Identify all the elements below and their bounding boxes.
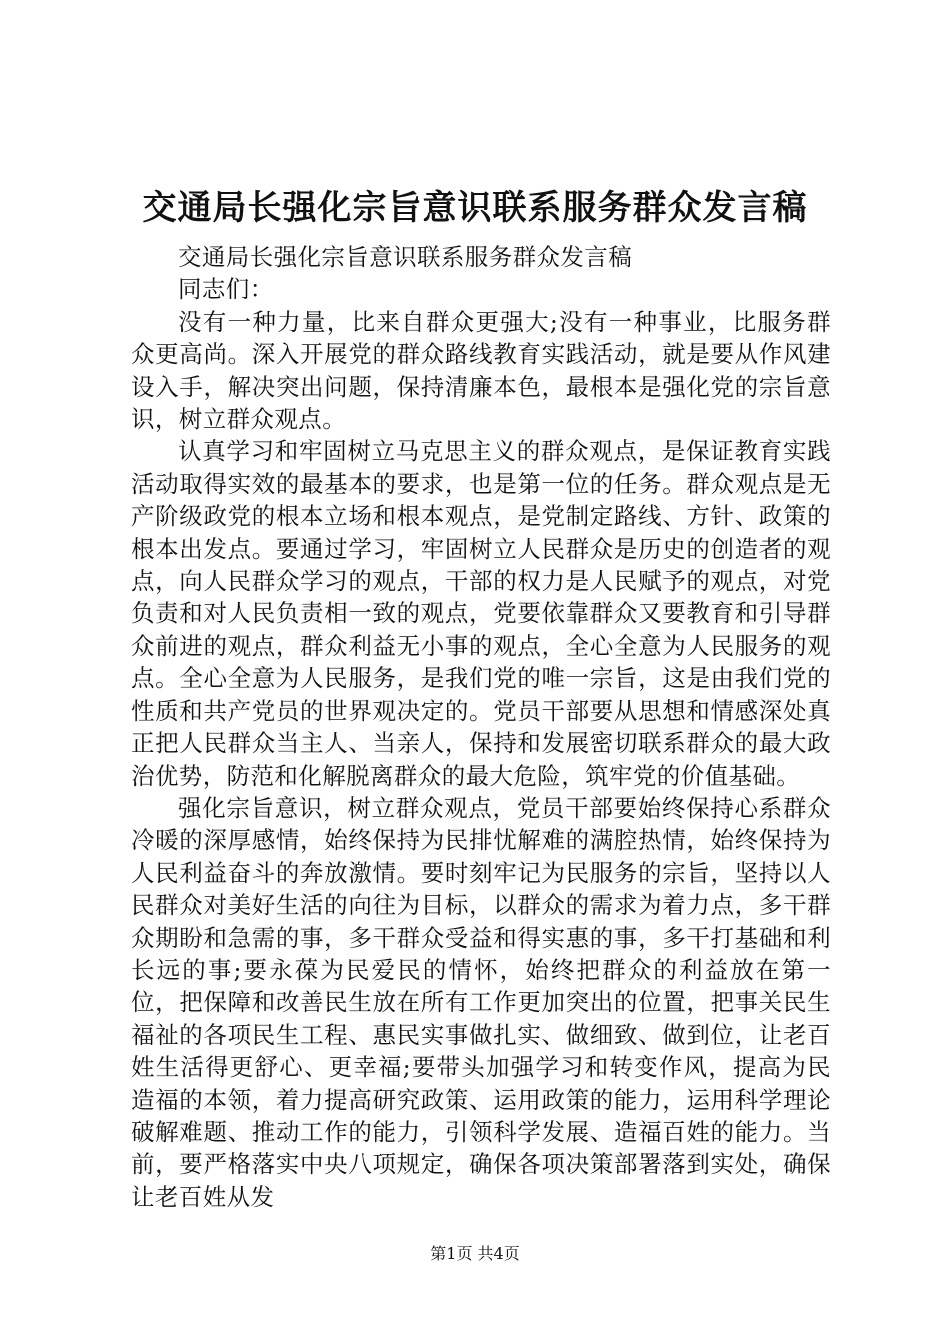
salutation: 同志们： bbox=[178, 275, 274, 304]
document-title: 交通局长强化宗旨意识联系服务群众发言稿 bbox=[142, 188, 808, 228]
paragraph-2: 认真学习和牢固树立马克思主义的群众观点，是保证教育实践活动取得实效的最基本的要求，也是第一位的任务。群众观点是无产阶级政党的根本立场和根本观点，是党制定路线、方针、政策的根本出发点。要通过学习，牢固树立人民群众是历史的创造者的观点，向人民群众学习的观点，干部的权力是人民赋予的观点，对党负责和对人民负责相一致的观点，党要依靠群众又要教育和引导群众前进的观点，群众利益无小事的观点，全心全意为人民服务的观点。全心全意为人民服务，是我们党的唯一宗旨，这是由我们党的性质和共产党员的世界观决定的。党员干部要从思想和情感深处真正把人民群众当主人、当亲人，保持和发展密切联系群众的最大政治优势，防范和化解脱离群众的最大危险，筑牢党的价值基础。 bbox=[131, 437, 831, 790]
paragraph-1: 没有一种力量，比来自群众更强大;没有一种事业，比服务群众更高尚。深入开展党的群众路线教育实践活动，就是要从作风建设入手，解决突出问题，保持清廉本色，最根本是强化党的宗旨意识，树立群众观点。 bbox=[131, 307, 831, 434]
document-body bbox=[131, 209, 831, 1213]
paragraph-3: 强化宗旨意识，树立群众观点，党员干部要始终保持心系群众冷暖的深厚感情，始终保持为民排忧解难的满腔热情，始终保持为人民利益奋斗的奔放激情。要时刻牢记为民服务的宗旨，坚持以人民群众对美好生活的向往为目标，以群众的需求为着力点，多干群众期盼和急需的事，多干群众受益和得实惠的事，多干打基础和利长远的事;要永葆为民爱民的情怀，始终把群众的利益放在第一位，把保障和改善民生放在所有工作更加突出的位置，把事关民生福祉的各项民生工程、惠民实事做扎实、做细致、做到位，让老百姓生活得更舒心、更幸福;要带头加强学习和转变作风，提高为民造福的本领，着力提高研究政策、运用政策的能力，运用科学理论破解难题、推动工作的能力，引领科学发展、造福百姓的能力。当前，要严格落实中央八项规定，确保各项决策部署落到实处，确保让老百姓从发 bbox=[131, 793, 831, 1211]
page-number: 第1页 共4页 bbox=[430, 1244, 520, 1263]
document-subtitle: 交通局长强化宗旨意识联系服务群众发言稿 bbox=[178, 243, 633, 271]
